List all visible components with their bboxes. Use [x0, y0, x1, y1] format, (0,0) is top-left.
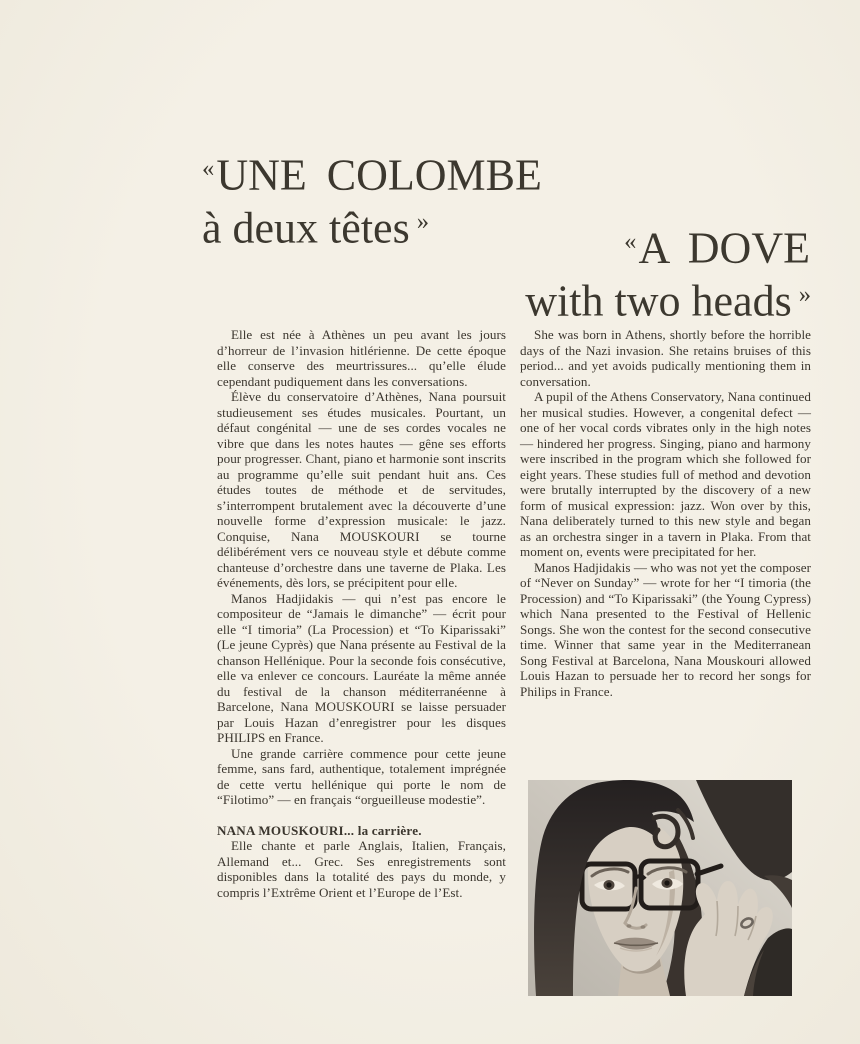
title-english-line1	[525, 219, 810, 272]
portrait-illustration	[528, 780, 792, 996]
title-english-line1-text: A DOVE	[638, 223, 810, 273]
french-column	[217, 327, 506, 900]
open-guillemet-icon: «	[202, 155, 214, 182]
title-french-line1-text: UNE COLOMBE	[216, 150, 542, 200]
english-column	[520, 327, 811, 699]
title-french-line2-text: à deux têtes	[202, 203, 410, 253]
french-paragraph: Elle est née à Athènes un peu avant les jours d’horreur de l’invasion hitlérienne. De cette époque elle conserve des meurtrissures... qu’elle élude cependant pudiquement dans les conversations.	[217, 327, 506, 389]
close-guillemet-icon: »	[798, 280, 810, 308]
open-guillemet-icon: «	[624, 228, 636, 255]
nana-mouskouri-photo	[528, 780, 792, 996]
french-paragraph: Manos Hadjidakis — qui n’est pas encore le compositeur de “Jamais le dimanche” — écrit pour elle “I timoria” (La Procession) et “To Kiparissaki” (Le jeune Cyprès) que Nana présente au Festival de la chanson Hellénique. Pour la seconde fois consécutive, elle va enlever ce concours. Lauréate la même année du festival de la chanson méditerranéenne à Barcelone, Nana MOUSKOURI se laisse persuader par Louis Hazan d’enregistrer pour les disques PHILIPS en France.	[217, 590, 506, 745]
french-paragraph: Élève du conservatoire d’Athènes, Nana poursuit studieusement ses études musicales. Pourtant, un défaut congénital — une de ses cordes vocales ne vibre que dans les notes hautes — gêne ses efforts pour progresser. Chant, piano et harmonie sont inscrits au programme qu’elle suit pendant huit ans. Ces études toutes de méthode et de servitudes, s’interrompent brutalement avec la découverte d’une nouvelle forme d’expression musicale: le jazz. Conquise, Nana MOUSKOURI se tourne délibérément vers ce nouveau style et débute comme chanteuse d’orchestre dans une taverne de Plaka. Les événements, dès lors, se précipitent pour elle.	[217, 389, 506, 590]
english-paragraph: Manos Hadjidakis — who was not yet the composer of “Never on Sunday” — wrote for her “I timoria (the Procession) and “To Kiparissaki” (the Young Cypress) which Nana presented to the Festival of Hellenic Songs. She won the contest for the second consecutive time. Winner that same year in the Mediterranean Song Festival at Barcelona, Nana Mouskouri allowed Louis Hazan to persuade her to record her songs for Philips in France.	[520, 559, 811, 699]
french-paragraph: Elle chante et parle Anglais, Italien, Français, Allemand et... Grec. Ses enregistrements sont disponibles dans la totalité des pays du monde, y compris l’Extrême Orient et l’Europe de l’Est.	[217, 838, 506, 900]
title-french	[202, 146, 542, 251]
title-english-line2-text: with two heads	[525, 276, 792, 326]
title-english-line2	[525, 272, 810, 325]
title-french-line2	[202, 199, 542, 252]
title-english	[525, 219, 810, 324]
english-paragraph: A pupil of the Athens Conservatory, Nana continued her musical studies. However, a congenital defect — one of her vocal cords vibrates only in the high notes — hindered her progress. Singing, piano and harmony were inscribed in the program which she followed for eight years. These studies full of method and devotion were brutally interrupted by the discovery of a new form of musical expression: jazz. Won over by this, Nana deliberately turned to this new style and began as an orchestra singer in a tavern in Plaka. From that moment on, events were precipitated for her.	[520, 389, 811, 559]
title-french-line1	[202, 146, 542, 199]
close-guillemet-icon: »	[416, 207, 429, 235]
career-heading: NANA MOUSKOURI... la carrière.	[217, 822, 422, 838]
english-paragraph: She was born in Athens, shortly before the horrible days of the Nazi invasion. She retains bruises of this period... and yet avoids pudically mentioning them in conversation.	[520, 327, 811, 389]
french-paragraph: Une grande carrière commence pour cette jeune femme, sans fard, authentique, totalement imprégnée de cette vertu hellénique qui porte le nom de “Filotimo” — en français “orgueilleuse modestie”.	[217, 745, 506, 807]
